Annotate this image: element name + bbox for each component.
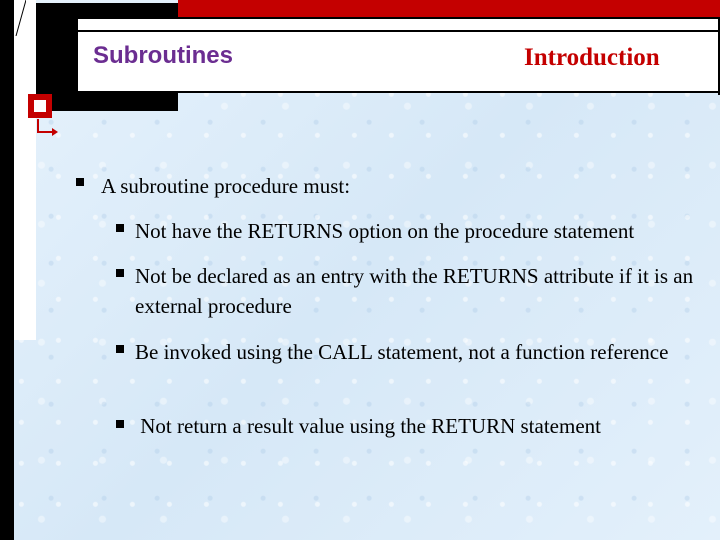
sub-bullet-text: Not have the RETURNS option on the procedure statement bbox=[135, 219, 635, 243]
main-bullet-text: A subroutine procedure must: bbox=[101, 174, 351, 198]
sub-bullet-text: Not be declared as an entry with the RETURNS attribute if it is an external procedure bbox=[135, 264, 694, 318]
black-strip bbox=[0, 0, 14, 540]
header-rule bbox=[76, 30, 720, 32]
bullet-square-icon bbox=[116, 224, 124, 232]
red-square-icon bbox=[28, 94, 52, 118]
bullet-square-icon bbox=[116, 345, 124, 353]
bullet-square-icon bbox=[116, 269, 124, 277]
corner-line bbox=[14, 0, 26, 36]
left-band bbox=[14, 0, 36, 340]
slide-title: Introduction bbox=[524, 44, 660, 71]
sub-bullet-text: Be invoked using the CALL statement, not a function reference bbox=[135, 340, 669, 364]
bullet-square-icon bbox=[76, 178, 84, 186]
bullet-square-icon bbox=[116, 420, 124, 428]
sub-bullet-text: Not return a result value using the RETURN statement bbox=[135, 414, 601, 438]
section-title: Subroutines bbox=[93, 42, 234, 69]
return-arrow-icon bbox=[34, 118, 60, 138]
